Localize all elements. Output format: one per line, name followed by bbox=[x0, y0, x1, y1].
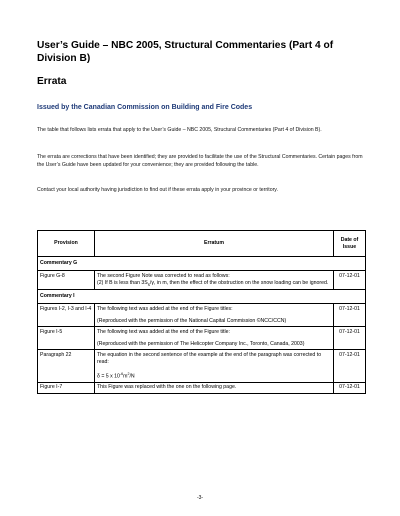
equation-part: /N bbox=[129, 373, 135, 380]
erratum-text: The equation in the second sentence of the example at the end of the paragraph was corrected to read: bbox=[97, 351, 322, 365]
erratum-cell bbox=[95, 304, 334, 327]
header-provision: Provision bbox=[38, 231, 95, 257]
table-row bbox=[38, 382, 366, 393]
provision-cell: Paragraph 22 bbox=[38, 350, 95, 383]
document-title: User’s Guide – NBC 2005, Structural Commentaries (Part 4 of Division B) bbox=[37, 40, 334, 64]
quote-part: (2) If B is less than 3S bbox=[97, 279, 148, 286]
errata-heading: Errata bbox=[37, 76, 67, 87]
intro-paragraph: The table that follows lists errata that apply to the User’s Guide – NBC 2005, Structural Commentaries (Part 4 of Division B). bbox=[37, 127, 322, 133]
errata-table bbox=[37, 230, 366, 394]
erratum-cell: This Figure was replaced with the one on the following page. bbox=[95, 382, 334, 393]
erratum-cell bbox=[95, 271, 334, 290]
equation-exponent: 2 bbox=[127, 371, 130, 376]
erratum-cell bbox=[95, 327, 334, 350]
equation-exponent: -6 bbox=[119, 371, 124, 376]
erratum-text: The following text was added at the end of the Figure title: bbox=[97, 328, 230, 335]
erratum-quote: (2) If B is less than $3S_s/\gamma$, in m, then the effect of the obstruction on the snow loading can be ignored. bbox=[97, 279, 329, 287]
date-cell: 07-12-01 bbox=[334, 350, 366, 383]
purpose-paragraph: The errata are corrections that have been identified; they are provided to facilitate the use of the Structural Commentaries. Certain pages from the User’s Guide have been updated for your convenience; they are provided following the table. bbox=[37, 154, 363, 168]
erratum-equation bbox=[97, 371, 331, 381]
section-row-commentary-i bbox=[38, 290, 366, 304]
issued-by-line: Issued by the Canadian Commission on Building and Fire Codes bbox=[37, 104, 253, 111]
erratum-quote: (Reproduced with the permission of the National Capital Commission ©NCC/CCN) bbox=[97, 317, 287, 324]
quote-part: /γ, in m, then the effect of the obstruction on the snow loading can be ignored. bbox=[149, 279, 329, 286]
erratum-text: The following text was added at the end of the Figure titles: bbox=[97, 305, 233, 312]
erratum-cell bbox=[95, 350, 334, 383]
table-row bbox=[38, 304, 366, 327]
date-cell: 07-12-01 bbox=[334, 382, 366, 393]
equation-part: δ = 5 x 10 bbox=[97, 373, 120, 380]
contact-paragraph: Contact your local authority having jurisdiction to find out if these errata apply in your province or territory. bbox=[37, 187, 278, 193]
page-number: -3- bbox=[196, 495, 204, 501]
provision-cell: Figure G-8 bbox=[38, 271, 95, 290]
provision-cell: Figure I-5 bbox=[38, 327, 95, 350]
table-header-row bbox=[38, 231, 366, 257]
erratum-quote: (Reproduced with the permission of The Helicopter Company Inc., Toronto, Canada, 2003) bbox=[97, 340, 305, 347]
section-label: Commentary I bbox=[38, 290, 366, 304]
provision-cell: Figures I-2, I-3 and I-4 bbox=[38, 304, 95, 327]
table-row bbox=[38, 271, 366, 290]
date-cell: 07-12-01 bbox=[334, 271, 366, 290]
section-label: Commentary G bbox=[38, 257, 366, 271]
date-cell: 07-12-01 bbox=[334, 304, 366, 327]
header-date: Date of Issue bbox=[334, 231, 366, 257]
table-row bbox=[38, 350, 366, 383]
header-erratum: Erratum bbox=[95, 231, 334, 257]
table-row bbox=[38, 327, 366, 350]
section-row-commentary-g bbox=[38, 257, 366, 271]
equation-part: m bbox=[123, 373, 128, 380]
date-cell: 07-12-01 bbox=[334, 327, 366, 350]
erratum-text: The second Figure Note was corrected to read as follows: bbox=[97, 272, 230, 279]
provision-cell: Figure I-7 bbox=[38, 382, 95, 393]
